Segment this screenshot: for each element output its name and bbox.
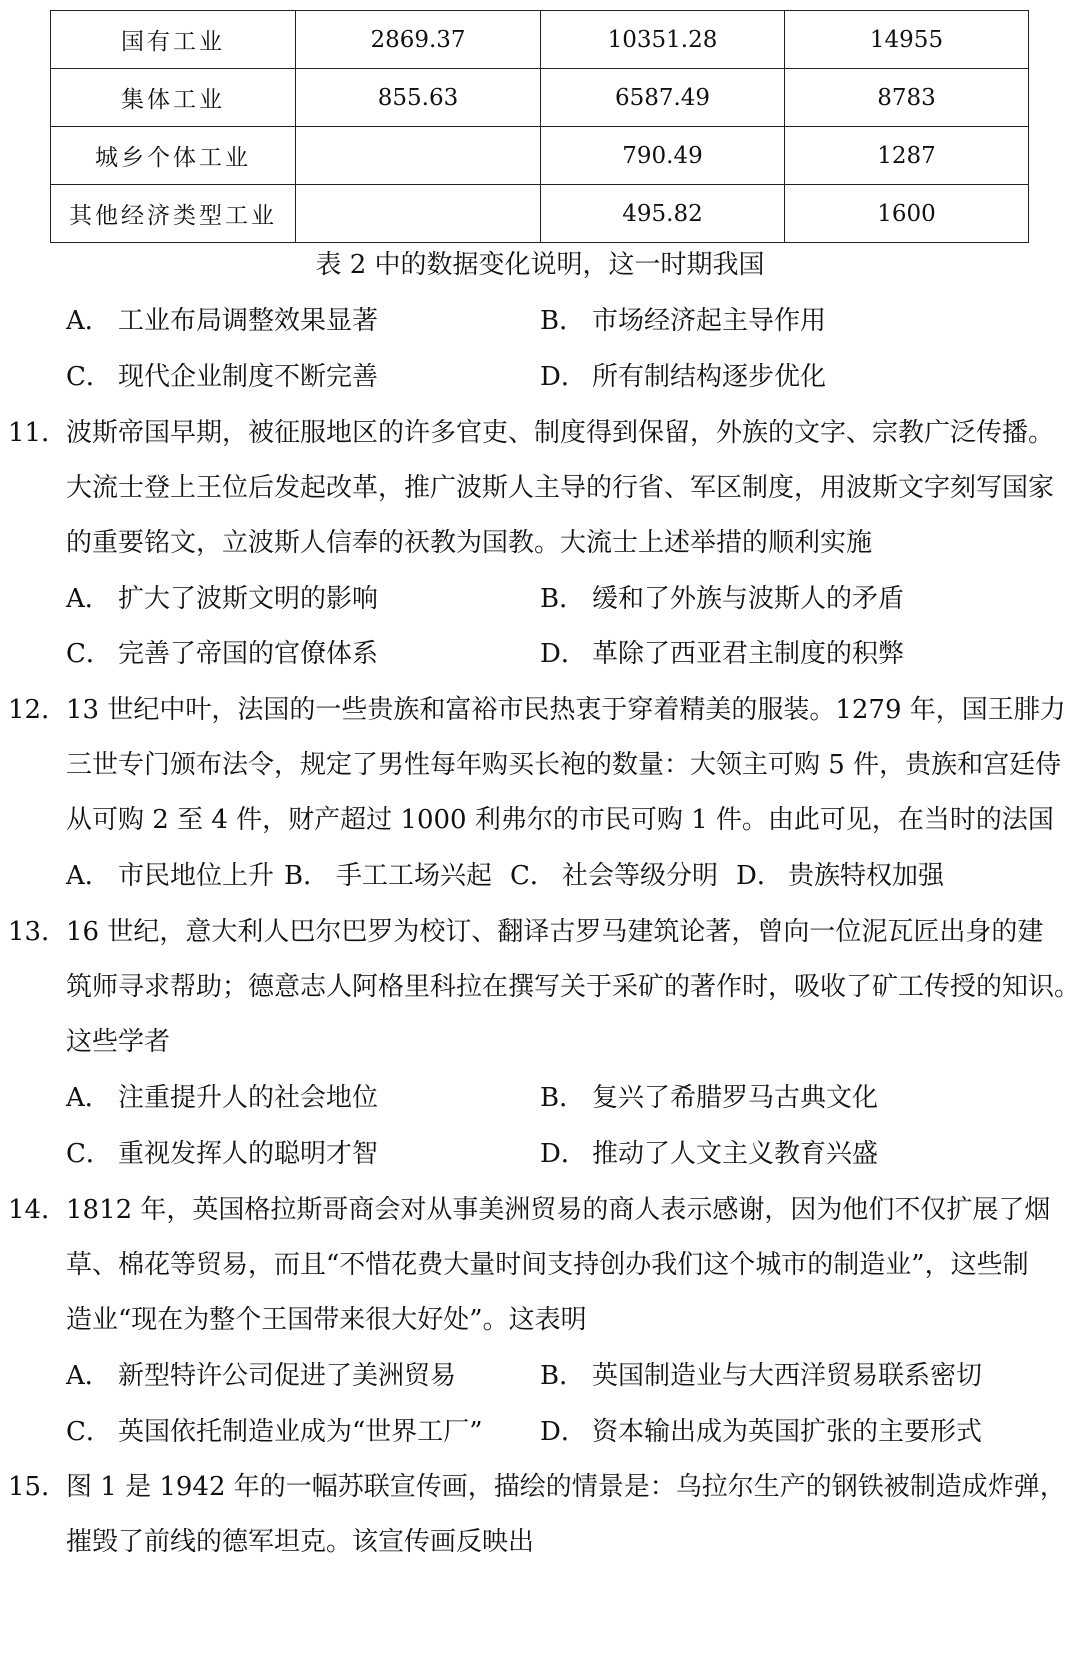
q12-line-2: 三世专门颁布法令，规定了男性每年购买长袍的数量：大领主可购 5 件，贵族和宫廷侍 xyxy=(66,750,1062,780)
table-cell: 2869.37 xyxy=(296,11,541,69)
q14-option-b[interactable] xyxy=(540,1359,982,1393)
row-label: 城乡个体工业 xyxy=(51,127,296,185)
table-cell: 495.82 xyxy=(541,185,785,243)
option-letter: D． xyxy=(736,861,783,891)
option-letter: A． xyxy=(66,306,111,336)
q13-line-2: 筑师寻求帮助；德意志人阿格里科拉在撰写关于采矿的著作时，吸收了矿工传授的知识。 xyxy=(66,972,1080,1002)
option-text: 新型特许公司促进了美洲贸易 xyxy=(118,1361,457,1391)
q10-option-d[interactable] xyxy=(540,360,826,394)
q14-option-c[interactable] xyxy=(66,1415,483,1449)
q10-option-b[interactable] xyxy=(540,304,826,338)
option-letter: B． xyxy=(540,1361,586,1391)
option-text: 市场经济起主导作用 xyxy=(592,306,827,336)
q12-option-b[interactable] xyxy=(284,859,510,893)
option-letter: B． xyxy=(284,861,330,891)
option-letter: D． xyxy=(540,1417,587,1447)
q13-option-d[interactable] xyxy=(540,1137,878,1171)
option-text: 英国制造业与大西洋贸易联系密切 xyxy=(592,1361,983,1391)
table-cell xyxy=(296,127,541,185)
option-text: 注重提升人的社会地位 xyxy=(118,1083,379,1113)
option-letter: D． xyxy=(540,362,587,392)
table-cell xyxy=(296,185,541,243)
option-text: 手工工场兴起 xyxy=(336,861,493,891)
option-letter: D． xyxy=(540,1139,587,1169)
option-letter: C． xyxy=(66,1139,112,1169)
q12-number: 12． xyxy=(8,695,68,725)
option-text: 现代企业制度不断完善 xyxy=(118,362,379,392)
table-row xyxy=(51,127,1029,185)
q13-option-c[interactable] xyxy=(66,1137,378,1171)
option-text: 资本输出成为英国扩张的主要形式 xyxy=(592,1417,983,1447)
q11-line-1: 波斯帝国早期，被征服地区的许多官吏、制度得到保留，外族的文字、宗教广泛传播。 xyxy=(66,418,1055,448)
option-text: 完善了帝国的官僚体系 xyxy=(118,639,379,669)
q12-line-3: 从可购 2 至 4 件，财产超过 1000 利弗尔的市民可购 1 件。由此可见，在当时的法国 xyxy=(66,805,1054,835)
option-text: 扩大了波斯文明的影响 xyxy=(118,584,379,614)
table-cell: 14955 xyxy=(785,11,1029,69)
q15-number: 15． xyxy=(8,1472,68,1502)
q11-option-b[interactable] xyxy=(540,582,904,616)
q14-number: 14． xyxy=(8,1195,68,1225)
q14-line-3: 造业“现在为整个王国带来很大好处”。这表明 xyxy=(66,1305,587,1335)
table-row xyxy=(51,185,1029,243)
table-cell: 6587.49 xyxy=(541,69,785,127)
q12-options-row xyxy=(66,859,944,893)
table-row xyxy=(51,11,1029,69)
q15-line-1: 图 1 是 1942 年的一幅苏联宣传画，描绘的情景是：乌拉尔生产的钢铁被制造成炸弹， xyxy=(66,1472,1066,1502)
table-cell: 855.63 xyxy=(296,69,541,127)
option-letter: A． xyxy=(66,1083,111,1113)
option-letter: A． xyxy=(66,584,111,614)
option-text: 贵族特权加强 xyxy=(788,861,945,891)
q13-option-b[interactable] xyxy=(540,1081,878,1115)
table-cell: 8783 xyxy=(785,69,1029,127)
row-label: 其他经济类型工业 xyxy=(51,185,296,243)
option-letter: A． xyxy=(66,861,111,891)
q10-stem: 表 2 中的数据变化说明，这一时期我国 xyxy=(315,250,765,280)
q13-line-3: 这些学者 xyxy=(66,1027,171,1057)
q12-line-1: 13 世纪中叶，法国的一些贵族和富裕市民热衷于穿着精美的服装。1279 年，国王腓力 xyxy=(66,695,1066,725)
q14-option-d[interactable] xyxy=(540,1415,982,1449)
option-letter: B． xyxy=(540,584,586,614)
option-letter: C． xyxy=(66,639,112,669)
option-letter: C． xyxy=(66,1417,112,1447)
table-row xyxy=(51,69,1029,127)
table-cell: 1600 xyxy=(785,185,1029,243)
option-text: 革除了西亚君主制度的积弊 xyxy=(592,639,905,669)
q10-option-a[interactable] xyxy=(66,304,378,338)
table-cell: 10351.28 xyxy=(541,11,785,69)
option-letter: A． xyxy=(66,1361,111,1391)
q14-option-a[interactable] xyxy=(66,1359,456,1393)
option-text: 重视发挥人的聪明才智 xyxy=(118,1139,379,1169)
row-label: 集体工业 xyxy=(51,69,296,127)
q11-option-c[interactable] xyxy=(66,637,378,671)
option-letter: C． xyxy=(510,861,556,891)
option-letter: B． xyxy=(540,1083,586,1113)
option-text: 社会等级分明 xyxy=(562,861,719,891)
q11-line-2: 大流士登上王位后发起改革，推广波斯人主导的行省、军区制度，用波斯文字刻写国家 xyxy=(66,473,1055,503)
q13-line-1: 16 世纪，意大利人巴尔巴罗为校订、翻译古罗马建筑论著，曾向一位泥瓦匠出身的建 xyxy=(66,917,1044,947)
q12-option-d[interactable] xyxy=(736,859,944,893)
option-text: 推动了人文主义教育兴盛 xyxy=(592,1139,879,1169)
q12-option-c[interactable] xyxy=(510,859,736,893)
option-text: 市民地位上升 xyxy=(118,861,275,891)
option-text: 工业布局调整效果显著 xyxy=(118,306,379,336)
q12-option-a[interactable] xyxy=(66,859,284,893)
q11-number: 11． xyxy=(8,418,68,448)
option-text: 英国依托制造业成为“世界工厂” xyxy=(118,1417,483,1447)
q13-option-a[interactable] xyxy=(66,1081,378,1115)
table-cell: 790.49 xyxy=(541,127,785,185)
q11-option-a[interactable] xyxy=(66,582,378,616)
option-text: 缓和了外族与波斯人的矛盾 xyxy=(592,584,905,614)
q14-line-2: 草、棉花等贸易，而且“不惜花费大量时间支持创办我们这个城市的制造业”，这些制 xyxy=(66,1250,1029,1280)
q14-line-1: 1812 年，英国格拉斯哥商会对从事美洲贸易的商人表示感谢，因为他们不仅扩展了烟 xyxy=(66,1195,1051,1225)
option-text: 所有制结构逐步优化 xyxy=(592,362,827,392)
option-letter: D． xyxy=(540,639,587,669)
q10-option-c[interactable] xyxy=(66,360,378,394)
option-letter: B． xyxy=(540,306,586,336)
option-letter: C． xyxy=(66,362,112,392)
q15-line-2: 摧毁了前线的德军坦克。该宣传画反映出 xyxy=(66,1527,535,1557)
row-label: 国有工业 xyxy=(51,11,296,69)
table-cell: 1287 xyxy=(785,127,1029,185)
industry-output-table xyxy=(50,10,1029,243)
q13-number: 13． xyxy=(8,917,68,947)
q11-option-d[interactable] xyxy=(540,637,904,671)
option-text: 复兴了希腊罗马古典文化 xyxy=(592,1083,879,1113)
q11-line-3: 的重要铭文，立波斯人信奉的祆教为国教。大流士上述举措的顺利实施 xyxy=(66,528,873,558)
